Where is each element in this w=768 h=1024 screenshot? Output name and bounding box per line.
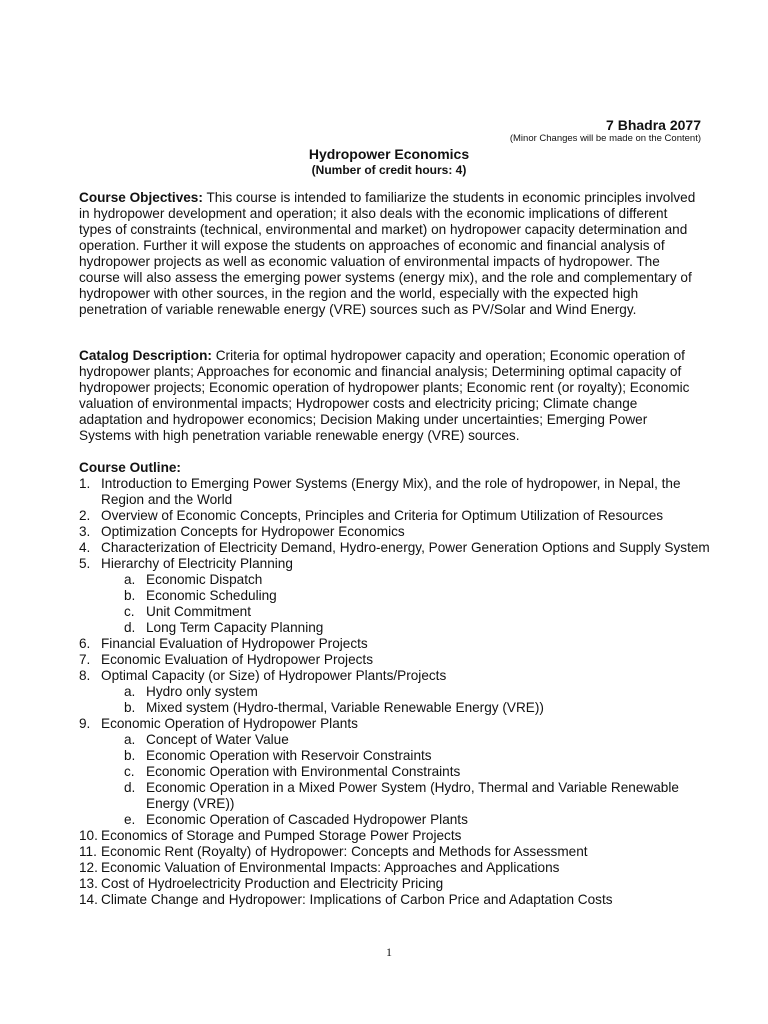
outline-item-text: Cost of Hydroelectricity Production and Electricity Pricing bbox=[101, 876, 444, 891]
content-change-note: (Minor Changes will be made on the Content) bbox=[509, 133, 701, 144]
outline-item-number: 6. bbox=[79, 636, 91, 651]
outline-item bbox=[79, 892, 719, 908]
outline-subitem bbox=[79, 620, 719, 636]
outline-subitem bbox=[79, 700, 719, 716]
outline-item-text: Long Term Capacity Planning bbox=[146, 620, 324, 635]
outline-item-text: Economic Rent (Royalty) of Hydropower: Concepts and Methods for Assessment bbox=[101, 844, 588, 859]
outline-subitem bbox=[79, 780, 719, 812]
outline-item-number: 3. bbox=[79, 524, 91, 539]
outline-item-number: b. bbox=[124, 700, 136, 715]
outline-item-number: 4. bbox=[79, 540, 91, 555]
outline-item-number: b. bbox=[124, 588, 136, 603]
outline-item-number: c. bbox=[124, 764, 135, 779]
outline-item bbox=[79, 556, 719, 572]
catalog-description-text: Criteria for optimal hydropower capacity and operation; Economic operation of hydropower plants; Approaches for economic and financial analysis; Determining optimal capacity of hydropower projects; Economic operation of hydropower plants; Economic rent (or royalty); Economic valuation of environmental impacts; Hydropower costs and electricity pricing; Climate change adaptation and hydropower economics; Decision Making under uncertainties; Emerging Power Systems with high penetration variable renewable energy (VRE) sources. bbox=[79, 348, 690, 443]
outline-item-number: 2. bbox=[79, 508, 91, 523]
outline-item-text: Optimization Concepts for Hydropower Economics bbox=[101, 524, 405, 539]
course-objectives-text: This course is intended to familiarize the students in economic principles involved in hydropower development and operation; it also deals with the economic implications of different types of constraints (technical, environmental and market) on hydropower capacity determination and operation. Further it will expose the students on approaches of economic and financial analysis of hydropower projects as well as economic valuation of environmental impacts of hydropower. The course will also assess the emerging power systems (energy mix), and the role and complementary of hydropower with other sources, in the region and the world, especially with the expected high penetration of variable renewable energy (VRE) sources such as PV/Solar and Wind Energy. bbox=[79, 190, 696, 317]
outline-item bbox=[79, 716, 719, 732]
credit-hours: (Number of credit hours: 4) bbox=[311, 163, 467, 177]
outline-item-number: d. bbox=[124, 620, 136, 635]
outline-item-text: Characterization of Electricity Demand, Hydro-energy, Power Generation Options and Supply System bbox=[101, 540, 710, 555]
outline-subitem bbox=[79, 684, 719, 700]
outline-item-number: 9. bbox=[79, 716, 91, 731]
outline-item-text: Hydro only system bbox=[146, 684, 258, 699]
catalog-description-label: Catalog Description: bbox=[79, 348, 212, 363]
outline-item bbox=[79, 668, 719, 684]
page-number: 1 bbox=[386, 945, 392, 959]
course-objectives bbox=[79, 190, 699, 318]
outline-item-number: 7. bbox=[79, 652, 91, 667]
outline-subitem bbox=[79, 748, 719, 764]
outline-item bbox=[79, 860, 719, 876]
outline-item-number: 1. bbox=[79, 476, 91, 491]
outline-item-number: 8. bbox=[79, 668, 91, 683]
document-date: 7 Bhadra 2077 bbox=[606, 117, 701, 133]
outline-item bbox=[79, 636, 719, 652]
outline-subitem bbox=[79, 812, 719, 828]
outline-item-text: Optimal Capacity (or Size) of Hydropower Plants/Projects bbox=[101, 668, 447, 683]
outline-item-number: 11. bbox=[79, 844, 97, 859]
outline-item-text: Economic Operation of Hydropower Plants bbox=[101, 716, 358, 731]
outline-item-number: e. bbox=[124, 812, 136, 827]
outline-item-number: 12. bbox=[79, 860, 98, 875]
outline-subitem bbox=[79, 588, 719, 604]
outline-item-text: Economic Dispatch bbox=[146, 572, 263, 587]
outline-item-text: Hierarchy of Electricity Planning bbox=[101, 556, 293, 571]
outline-subitem bbox=[79, 732, 719, 748]
outline-item-text: Economic Valuation of Environmental Impacts: Approaches and Applications bbox=[101, 860, 560, 875]
course-objectives-label: Course Objectives: bbox=[79, 190, 203, 205]
outline-item-text: Introduction to Emerging Power Systems (Energy Mix), and the role of hydropower, in Nepal, the Region and the World bbox=[101, 476, 681, 507]
course-title: Hydropower Economics bbox=[308, 146, 470, 162]
outline-item-number: d. bbox=[124, 780, 136, 795]
outline-item-text: Economic Scheduling bbox=[146, 588, 277, 603]
outline-item bbox=[79, 508, 719, 524]
outline-item bbox=[79, 540, 719, 556]
outline-item bbox=[79, 876, 719, 892]
outline-item bbox=[79, 652, 719, 668]
outline-item-text: Financial Evaluation of Hydropower Projects bbox=[101, 636, 368, 651]
outline-item-text: Economic Operation in a Mixed Power System (Hydro, Thermal and Variable Renewable Energy (VRE)) bbox=[146, 780, 679, 811]
outline-item bbox=[79, 524, 719, 540]
outline-item-number: b. bbox=[124, 748, 136, 763]
outline-item-text: Overview of Economic Concepts, Principles and Criteria for Optimum Utilization of Resources bbox=[101, 508, 664, 523]
outline-item-number: 13. bbox=[79, 876, 98, 891]
outline-item-text: Economic Operation with Environmental Constraints bbox=[146, 764, 461, 779]
outline-subitem bbox=[79, 572, 719, 588]
outline-item-text: Mixed system (Hydro-thermal, Variable Renewable Energy (VRE)) bbox=[146, 700, 544, 715]
outline-subitem bbox=[79, 604, 719, 620]
outline-item-text: Climate Change and Hydropower: Implications of Carbon Price and Adaptation Costs bbox=[101, 892, 613, 907]
outline-item-text: Economic Evaluation of Hydropower Projects bbox=[101, 652, 374, 667]
outline-item-number: a. bbox=[124, 732, 136, 747]
outline-item-number: a. bbox=[124, 684, 136, 699]
outline-item-text: Economic Operation with Reservoir Constraints bbox=[146, 748, 432, 763]
course-outline-heading: Course Outline: bbox=[79, 460, 181, 475]
outline-item-number: a. bbox=[124, 572, 136, 587]
outline-item-number: 10. bbox=[79, 828, 98, 843]
outline-item bbox=[79, 828, 719, 844]
outline-item-text: Concept of Water Value bbox=[146, 732, 289, 747]
outline-item-text: Economics of Storage and Pumped Storage Power Projects bbox=[101, 828, 462, 843]
course-outline-list bbox=[79, 476, 719, 908]
outline-subitem bbox=[79, 764, 719, 780]
outline-item-text: Economic Operation of Cascaded Hydropower Plants bbox=[146, 812, 468, 827]
catalog-description bbox=[79, 348, 699, 444]
outline-item bbox=[79, 476, 719, 508]
outline-item-number: 5. bbox=[79, 556, 91, 571]
outline-item-number: c. bbox=[124, 604, 135, 619]
outline-item-number: 14. bbox=[79, 892, 98, 907]
outline-item-text: Unit Commitment bbox=[146, 604, 251, 619]
outline-item bbox=[79, 844, 719, 860]
